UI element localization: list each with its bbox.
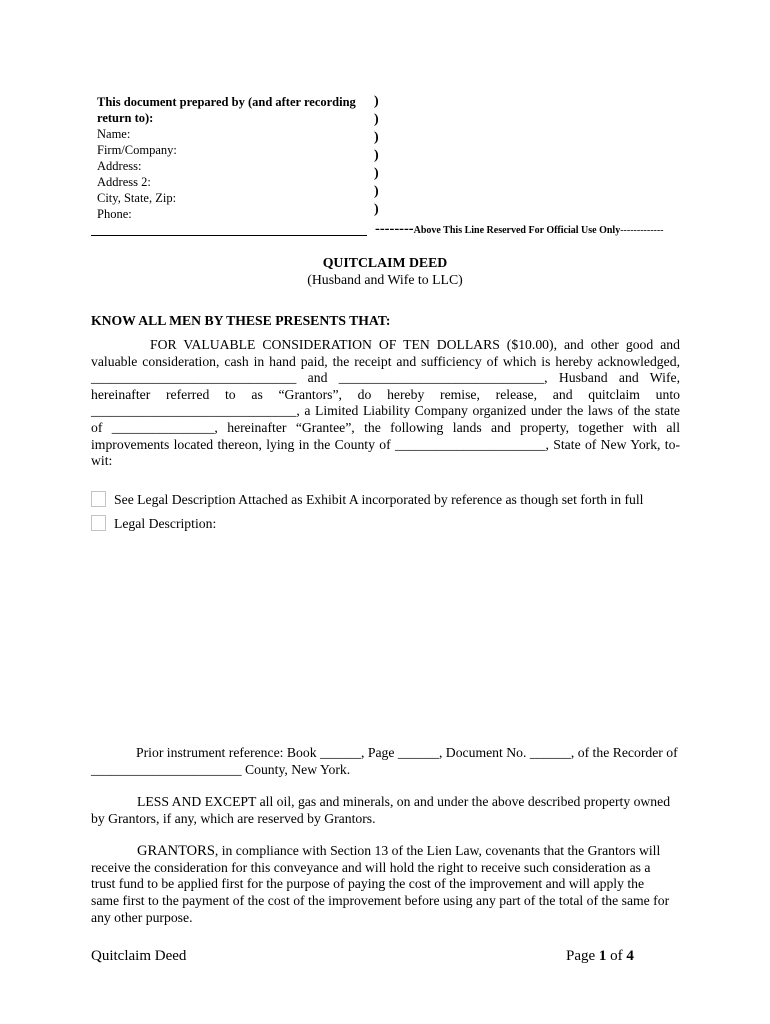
bracket-paren: )	[374, 166, 379, 181]
official-use-dashes-left: --------	[375, 221, 414, 237]
paragraph-line: FOR VALUABLE CONSIDERATION OF TEN DOLLARS ($10.00), and other good and	[150, 337, 680, 352]
paragraph-line: by Grantors, if any, which are reserved by Grantors.	[91, 810, 376, 826]
paragraph-line: wit:	[91, 453, 113, 469]
paragraph-line: same first to the payment of the cost of the improvement before using any part of the total of the same for	[91, 893, 670, 909]
bracket-paren: )	[374, 184, 379, 199]
page-number	[566, 947, 634, 965]
bracket-column	[374, 93, 379, 219]
preparer-heading-line-1: This document prepared by (and after recording	[97, 95, 356, 109]
bracket-paren: )	[374, 148, 379, 163]
paragraph-line: any other purpose.	[91, 909, 193, 925]
bracket-paren: )	[374, 202, 379, 217]
preparer-address2-label: Address 2:	[97, 175, 151, 189]
preparer-heading-line-2: return to):	[97, 111, 154, 125]
preparer-city-state-zip-label: City, State, Zip:	[97, 191, 177, 205]
preparer-address-label: Address:	[97, 159, 142, 173]
preparer-firm-label: Firm/Company:	[97, 143, 177, 157]
paragraph-line: ______________________________ and ______________________________, Husband and Wife,	[91, 370, 680, 386]
document-subtitle: (Husband and Wife to LLC)	[307, 272, 463, 287]
legal-description-checkbox[interactable]	[91, 515, 106, 531]
paragraph-line: of _______________, hereinafter “Grantee”, the following lands and property, together with all	[91, 419, 680, 435]
paragraph-line: hereinafter referred to as “Grantors”, do hereby remise, release, and quitclaim unto	[91, 386, 680, 402]
page-word: Page	[566, 948, 596, 964]
paragraph-line: receive the consideration for this conveyance and will hold the right to receive such consideration as a	[91, 859, 651, 875]
document-title: QUITCLAIM DEED	[322, 255, 448, 270]
official-use-dashes-right: -------------	[620, 225, 664, 236]
total-pages-number: 4	[626, 948, 634, 964]
of-word: of	[610, 948, 623, 964]
bracket-paren: )	[374, 130, 379, 145]
exhibit-a-label: See Legal Description Attached as Exhibit A incorporated by reference as though set forth in full	[114, 492, 644, 507]
exhibit-a-checkbox[interactable]	[91, 491, 106, 507]
grantors-lead-word: GRANTORS	[137, 843, 215, 859]
preparer-block	[97, 94, 363, 222]
bracket-paren: )	[374, 112, 379, 127]
less-and-except-clause	[91, 794, 680, 827]
current-page-number: 1	[598, 948, 607, 964]
official-use-text: Above This Line Reserved For Official Use Only	[413, 225, 621, 236]
preparer-name-label: Name:	[97, 127, 131, 141]
paragraph-line: trust fund to be applied first for the purpose of paying the cost of the improvement and will apply the	[91, 876, 645, 892]
preparer-phone-label: Phone:	[97, 207, 132, 221]
paragraph-line: LESS AND EXCEPT all oil, gas and minerals, on and under the above described property owned	[137, 794, 671, 809]
bracket-paren: )	[374, 94, 379, 109]
paragraph-line: valuable consideration, cash in hand paid, the receipt and sufficiency of which is hereby acknowledged,	[91, 353, 680, 369]
official-use-notice	[375, 221, 664, 239]
paragraph-line: ______________________________, a Limited Liability Company organized under the laws of the state	[91, 403, 680, 419]
intro-heading: KNOW ALL MEN BY THESE PRESENTS THAT:	[91, 313, 391, 328]
covenant-first-line-text: , in compliance with Section 13 of the Lien Law, covenants that the Grantors will	[214, 843, 661, 858]
paragraph-line	[91, 843, 680, 860]
paragraph-line: Prior instrument reference: Book ______, Page ______, Document No. ______, of the Recorder of	[136, 745, 678, 760]
lien-law-covenant	[91, 843, 680, 926]
consideration-paragraph	[91, 337, 680, 470]
paragraph-line: ______________________ County, New York.	[91, 761, 351, 777]
legal-description-label: Legal Description:	[114, 516, 217, 531]
header-divider-rule	[91, 235, 367, 236]
prior-instrument-reference	[91, 745, 680, 778]
footer-document-name: Quitclaim Deed	[91, 948, 187, 964]
paragraph-line: improvements located thereon, lying in the County of ______________________, State of New York, to-	[91, 436, 680, 452]
